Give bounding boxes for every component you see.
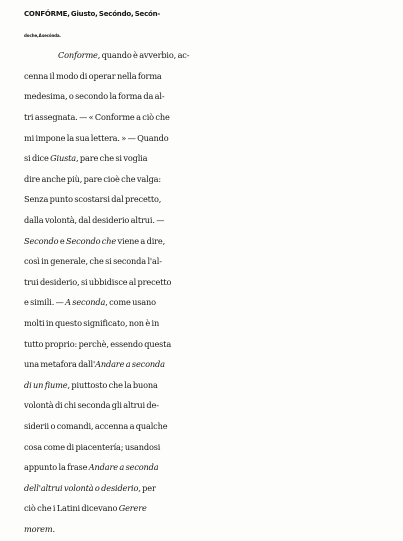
text-line-22: dell'altrui volontà o desiderio, per bbox=[24, 482, 156, 493]
text-line-5: mi impone la sua lettera. » — Quando bbox=[24, 132, 169, 143]
text-line-15: tutto proprio: perchè, essendo questa bbox=[24, 338, 172, 349]
entry-heading-line-2: do che, A secónda. bbox=[24, 32, 61, 38]
entry-heading-line-1: CONFÓRME, Giusto, Secóndo, Secón- bbox=[24, 10, 161, 18]
text-line-12: trui desiderio, si ubbidisce al precetto bbox=[24, 276, 172, 287]
text-line-6: si dice Giusta, pare che si voglia bbox=[24, 153, 148, 164]
text-line-24: morem. bbox=[24, 524, 55, 534]
text-line-16: una metafora dall'Andare a seconda bbox=[24, 359, 165, 370]
text-line-9: dalla volontà, dal desiderio altrui. — bbox=[24, 215, 165, 225]
text-line-14: molti in questo significato, non è in bbox=[24, 318, 160, 328]
text-line-4: tri assegnata. — « Conforme a ciò che bbox=[24, 112, 170, 122]
text-line-13: e simili. — A seconda, come usano bbox=[24, 297, 156, 308]
text-line-1: Conforme, quando è avverbio, ac- bbox=[58, 50, 190, 61]
text-line-18: volontà di chi seconda gli altrui de- bbox=[24, 400, 159, 411]
text-line-8: Senza punto scostarsi dal precetto, bbox=[24, 194, 162, 205]
text-line-2: cenna il modo di operar nella forma bbox=[24, 70, 162, 81]
text-line-21: appunto la frase Andare a seconda bbox=[24, 462, 159, 473]
text-line-23: ciò che i Latini dicevano Gerere bbox=[24, 503, 147, 514]
text-line-3: medesima, o secondo la forma da al- bbox=[24, 91, 165, 102]
text-line-10: Secondo e Secondo che viene a dire, bbox=[24, 235, 166, 246]
text-line-19: siderii o comandi, accenna a qualche bbox=[24, 421, 168, 431]
text-line-20: cosa come di piacentería; usandosi bbox=[24, 441, 161, 452]
text-line-17: di un fiume, piuttosto che la buona bbox=[24, 379, 158, 390]
text-line-11: così in generale, che si seconda l'al- bbox=[24, 256, 162, 267]
text-line-7: dire anche più, pare cioè che valga: bbox=[24, 173, 161, 184]
